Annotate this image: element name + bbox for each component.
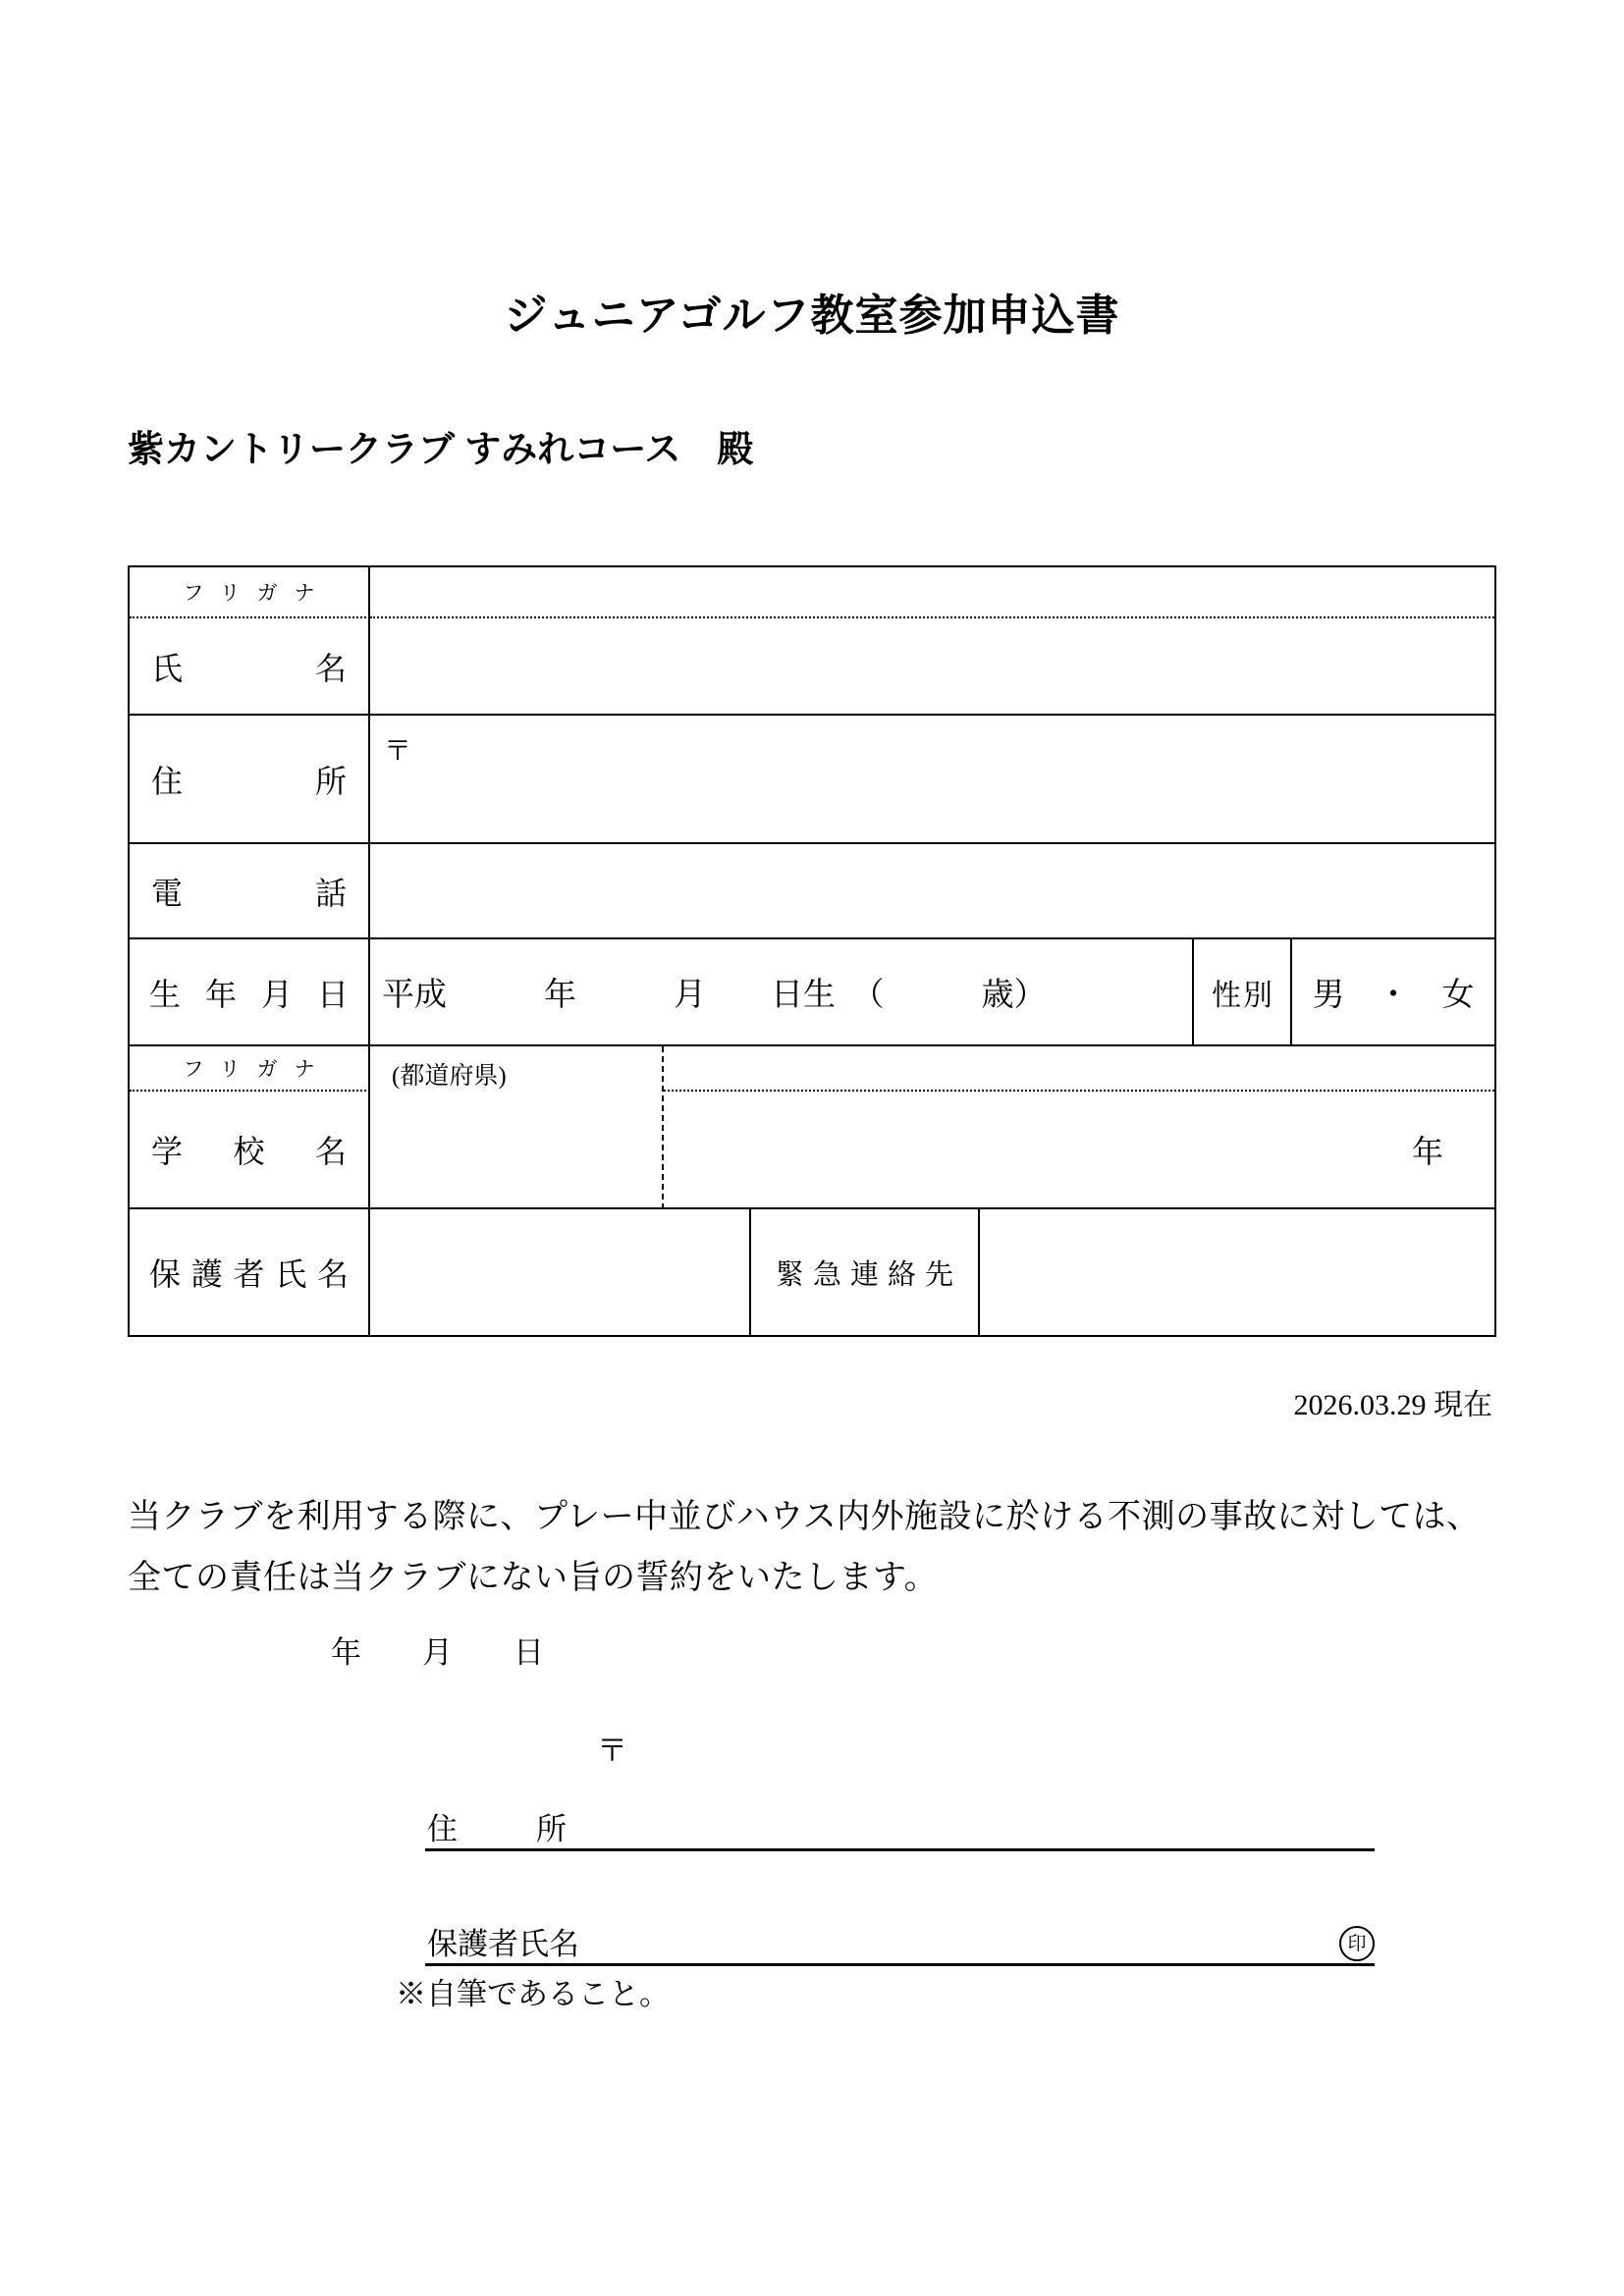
birthdate-row <box>130 939 1494 1046</box>
furigana-label-cell <box>130 567 370 618</box>
applicant-info-table <box>128 565 1496 1337</box>
birthdate-input-cell <box>370 939 1194 1046</box>
name-row <box>130 618 1494 716</box>
guardian-label-char: 氏 <box>275 1256 307 1292</box>
school-furigana-label-cell <box>130 1046 370 1092</box>
furigana-label: フリガナ <box>183 581 332 605</box>
furigana-row <box>130 567 1494 618</box>
gender-options: 男 ・ 女 <box>1312 978 1475 1013</box>
phone-input-cell <box>370 844 1494 939</box>
birthdate-label-char: 年 <box>204 976 237 1012</box>
phone-label-char: 電 <box>151 875 184 911</box>
school-furigana-label: フリガナ <box>183 1057 332 1081</box>
name-label-char: 氏 <box>151 650 184 686</box>
school-label-char: 名 <box>314 1134 347 1169</box>
school-year-suffix: 年 <box>1411 1134 1443 1169</box>
signature-address-char: 住 <box>427 1812 458 1846</box>
school-label-cell <box>130 1092 370 1209</box>
birthdate-label-char: 生 <box>149 976 182 1012</box>
guardian-label-char: 名 <box>316 1256 349 1292</box>
guardian-label-char: 者 <box>233 1256 265 1292</box>
birthdate-label-char: 日 <box>316 976 349 1012</box>
address-label-char: 住 <box>151 763 184 799</box>
signature-address-char: 所 <box>536 1812 567 1846</box>
address-row <box>130 716 1494 844</box>
guardian-label-cell <box>130 1209 370 1335</box>
school-name-row <box>130 1092 1494 1209</box>
name-label-char: 名 <box>314 650 347 686</box>
emergency-label: 緊急連絡先 <box>775 1258 962 1291</box>
signature-postal-mark: 〒 <box>597 1734 627 1768</box>
phone-label-char: 話 <box>314 875 347 911</box>
signature-date-line: 年 月 日 <box>331 1635 544 1670</box>
postal-mark: 〒 <box>384 736 412 767</box>
address-label-cell <box>130 716 370 844</box>
signature-address-line <box>425 1802 1375 1851</box>
phone-label-cell <box>130 844 370 939</box>
pledge-line: 全ての責任は当クラブにない旨の誓約をいたします。 <box>128 1560 939 1596</box>
address-input-cell <box>370 716 1494 844</box>
school-input-cell <box>664 1092 1494 1209</box>
recipient-line: 紫カントリークラブ すみれコース 殿 <box>128 429 754 469</box>
guardian-row <box>130 1209 1494 1335</box>
phone-row <box>130 844 1494 939</box>
prefecture-label: (都道府県) <box>392 1063 507 1090</box>
signature-address-label <box>427 1813 567 1846</box>
guardian-input-cell <box>370 1209 751 1335</box>
emergency-label-cell <box>751 1209 980 1335</box>
school-label-char: 校 <box>233 1134 265 1169</box>
birthdate-label-char: 月 <box>260 976 293 1012</box>
seal-mark-icon <box>1339 1926 1375 1961</box>
gender-label: 性別 <box>1212 979 1274 1012</box>
school-furigana-row <box>130 1046 1494 1092</box>
pledge-line: 当クラブを利用する際に、プレー中並びハウス内外施設に於ける不測の事故に対しては、 <box>128 1499 1481 1535</box>
seal-char: 印 <box>1347 1933 1367 1954</box>
gender-options-cell <box>1292 939 1494 1046</box>
address-label-char: 所 <box>314 763 347 799</box>
handwriting-note: ※自筆であること。 <box>396 1977 670 2011</box>
page-title: ジュニアゴルフ教室参加申込書 <box>504 292 1120 340</box>
school-label-char: 学 <box>151 1134 184 1169</box>
guardian-label-char: 保 <box>149 1256 182 1292</box>
pledge-paragraph <box>128 1487 1502 1609</box>
school-furigana-input-cell <box>664 1046 1494 1092</box>
furigana-input-cell <box>370 567 1494 618</box>
signature-guardian-line <box>425 1915 1375 1966</box>
birthdate-template: 平成 年 月 日生 （ 歳） <box>382 978 1047 1013</box>
signature-guardian-label: 保護者氏名 <box>427 1927 579 1961</box>
name-input-cell <box>370 618 1494 716</box>
guardian-label-char: 護 <box>190 1256 223 1292</box>
name-label-cell <box>130 618 370 716</box>
gender-label-cell <box>1194 939 1292 1046</box>
current-date-note: 2026.03.29 現在 <box>1293 1389 1492 1421</box>
prefecture-cell <box>370 1046 664 1209</box>
emergency-input-cell <box>980 1209 1494 1335</box>
birthdate-label-cell <box>130 939 370 1046</box>
